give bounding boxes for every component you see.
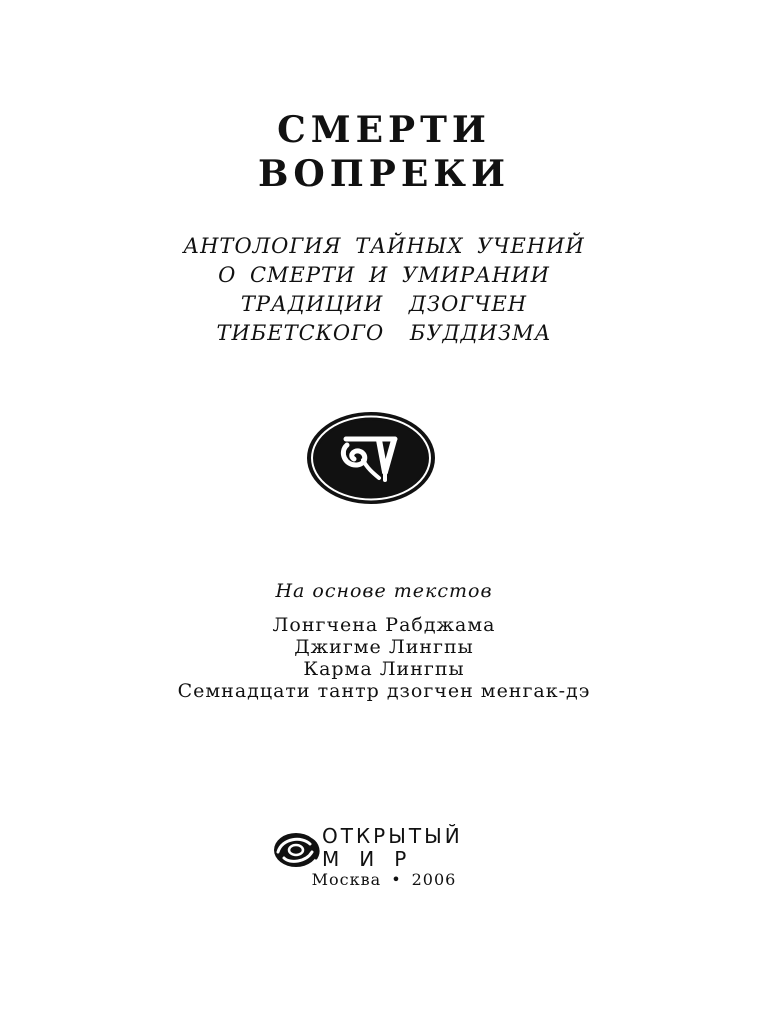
- subtitle-line-3: ТРАДИЦИИ ДЗОГЧЕН: [240, 292, 528, 316]
- subtitle-line-4: ТИБЕТСКОГО БУДДИЗМА: [216, 321, 552, 345]
- source-item: Джигме Лингпы: [294, 636, 474, 658]
- subtitle-line-2: О СМЕРТИ И УМИРАНИИ: [218, 263, 550, 287]
- tibetan-ah-syllable-icon: [305, 410, 437, 506]
- imprint-year: 2006: [411, 870, 457, 889]
- imprint: [0, 870, 768, 889]
- source-item: Семнадцати тантр дзогчен менгак-дэ: [177, 680, 591, 702]
- source-item: Карма Лингпы: [303, 658, 465, 680]
- title-line-2: ВОПРЕКИ: [257, 153, 511, 195]
- book-title-2: [0, 153, 768, 195]
- publisher-name-line-1: ОТКРЫТЫЙ: [322, 824, 463, 848]
- publisher-name-line-2: МИР: [322, 847, 427, 871]
- book-subtitle: [0, 232, 768, 348]
- imprint-separator: •: [391, 870, 402, 889]
- imprint-line: [0, 870, 768, 889]
- publisher-logo-icon: [272, 830, 324, 870]
- source-item: Лонгчена Рабджама: [272, 614, 496, 636]
- sources-intro-block: [0, 580, 768, 602]
- title-line-1: СМЕРТИ: [277, 109, 491, 151]
- book-title: [0, 109, 768, 151]
- sources-list: [0, 614, 768, 702]
- publisher-block: [272, 824, 502, 874]
- subtitle-line-1: АНТОЛОГИЯ ТАЙНЫХ УЧЕНИЙ: [183, 234, 585, 258]
- sources-intro: На основе текстов: [275, 580, 493, 602]
- imprint-city: Москва: [311, 870, 382, 889]
